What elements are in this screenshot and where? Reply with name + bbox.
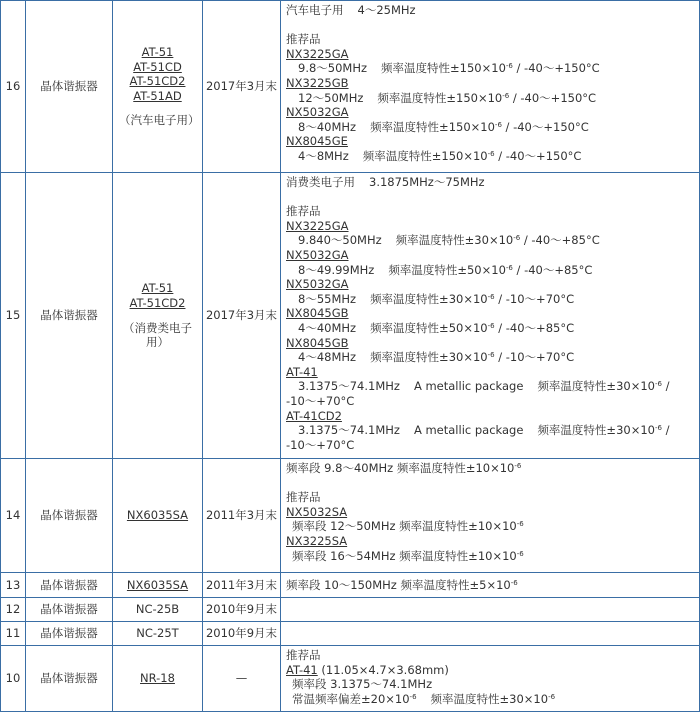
discontinue-date: 2010年9月末 [203,598,281,622]
discontinued-models [113,573,203,598]
discontinue-date: 2017年3月末 [203,1,281,173]
row-number: 16 [1,1,26,173]
replacement-details: 推荐品 AT-41 (11.05×4.7×3.68mm) 频率段 3.1375～74.1MHz 常温频率偏差$\pm 20\times 10^{-6}$ 频率温度特性$\pm 30\times 10^{-6}$ [281,646,700,712]
model-link[interactable]: NX6035SA [126,577,189,592]
model-link[interactable]: AT-51CD [133,59,182,74]
product-name: 晶体谐振器 [26,598,113,622]
recommended-part-link[interactable]: AT-41CD2 [286,408,342,423]
usage-heading: 消费类电子用 [286,175,355,189]
product-name: 晶体谐振器 [26,646,113,712]
model-link[interactable]: NR-18 [140,671,175,686]
row-number: 13 [1,573,26,598]
product-name: 晶体谐振器 [26,573,113,598]
row-number: 14 [1,459,26,573]
product-name: 晶体谐振器 [26,622,113,646]
model-link[interactable]: NX6035SA [126,508,189,523]
replacement-details: 消费类电子用 3.1875MHz～75MHz 推荐品 NX3225GA 9.840～50MHz 频率温度特性$\pm 30\times 10^{-6}$ / -40～+85°C NX5032GA 8～49.99MHz 频率温度特性$\pm 50\times 10^{-6}$ / -40～+85°C NX5032GA 8～55MHz 频率温度特性$\pm 30\times 10^{-6}$ / -10～+70°C NX8045GB 4～40MHz 频率温度特性$\pm 50\times 10^{-6}$ / -40～+85°C NX8045GB 4～48MHz 频率温度特性$\pm 30\times 10^{-6}$ / -10～+70°C AT-41 3.1375～74.1MHz A metallic package 频率温度特性$\pm 30\times 10^{-6}$ / -10～+70°C AT-41CD2 3.1375～74.1MHz A metallic package 频率温度特性$\pm 30\times 10^{-6}$ / -10～+70°C [281,173,700,459]
row-number: 15 [1,173,26,459]
recommended-part-link[interactable]: NX5032GA [286,277,349,292]
recommended-part-link[interactable]: NX8045GE [286,134,348,149]
recommended-part-link[interactable]: NX3225SA [286,533,348,548]
model-link[interactable]: AT-51 [141,45,174,60]
discontinue-date: 2011年3月末 [203,459,281,573]
recommended-label: 推荐品 [286,32,321,47]
discontinue-date: 2011年3月末 [203,573,281,598]
table-row [1,598,700,622]
discontinue-date: 2010年9月末 [203,622,281,646]
replacement-details: 汽车电子用 4～25MHz 推荐品 NX3225GA 9.8～50MHz 频率温度特性$\pm 150\times 10^{-6}$ / -40～+150°C NX3225GB 12～50MHz 频率温度特性$\pm 150\times 10^{-6}$ / -40～+150°C NX5032GA 8～40MHz 频率温度特性$\pm 150\times 10^{-6}$ / -40～+150°C NX8045GE 4～8MHz 频率温度特性$\pm 150\times 10^{-6}$ / -40～+150°C [281,1,700,173]
discontinued-models [113,1,203,173]
discontinued-model: NC-25B [113,598,203,622]
table-row [1,622,700,646]
usage-range: 3.1875MHz～75MHz [369,175,485,189]
recommended-label: 推荐品 [286,490,321,505]
model-link[interactable]: AT-51 [141,281,174,296]
table-row [1,459,700,573]
product-name: 晶体谐振器 [26,459,113,573]
product-name: 晶体谐振器 [26,173,113,459]
table-row [1,173,700,459]
recommended-part-link[interactable]: NX8045GB [286,335,349,350]
usage-heading: 汽车电子用 [286,3,344,17]
replacement-details [281,622,700,646]
row-number: 12 [1,598,26,622]
table-row [1,646,700,712]
recommended-part-link[interactable]: NX5032SA [286,504,348,519]
model-link[interactable]: AT-51CD2 [129,74,186,89]
row-number: 10 [1,646,26,712]
recommended-part-link[interactable]: NX5032GA [286,247,349,262]
table-row [1,573,700,598]
usage-note: （消费类电子用） [123,320,192,350]
recommended-part-link[interactable]: NX3225GB [286,75,349,90]
model-link[interactable]: AT-51AD [133,88,182,103]
replacement-details [281,598,700,622]
product-name: 晶体谐振器 [26,1,113,173]
discontinued-models [113,459,203,573]
model-link[interactable]: AT-51CD2 [129,295,186,310]
usage-range: 4～25MHz [357,3,416,17]
recommended-part-link[interactable]: NX5032GA [286,105,349,120]
recommended-part-link[interactable]: NX3225GA [286,218,349,233]
discontinued-models [113,646,203,712]
usage-note: （汽车电子用） [119,113,200,128]
discontinue-date: 2017年3月末 [203,173,281,459]
row-number: 11 [1,622,26,646]
discontinued-models [113,173,203,459]
recommended-part-link[interactable]: NX8045GB [286,306,349,321]
replacement-details: 频率段 10～150MHz 频率温度特性$\pm 5\times 10^{-6}$ [281,573,700,598]
discontinued-model: NC-25T [113,622,203,646]
recommended-part-link[interactable]: AT-41 [286,364,318,379]
table-row [1,1,700,173]
recommended-part-link[interactable]: NX3225GA [286,46,349,61]
replacement-details: 频率段 9.8～40MHz 频率温度特性$\pm 10\times 10^{-6}$ 推荐品 NX5032SA 频率段 12～50MHz 频率温度特性$\pm 10\times 10^{-6}$ NX3225SA 频率段 16～54MHz 频率温度特性$\pm 10\times 10^{-6}$ [281,459,700,573]
discontinue-date: — [203,646,281,712]
recommended-label: 推荐品 [286,204,321,219]
recommended-part-link[interactable]: AT-41 [286,662,318,677]
recommended-label: 推荐品 [286,648,321,662]
